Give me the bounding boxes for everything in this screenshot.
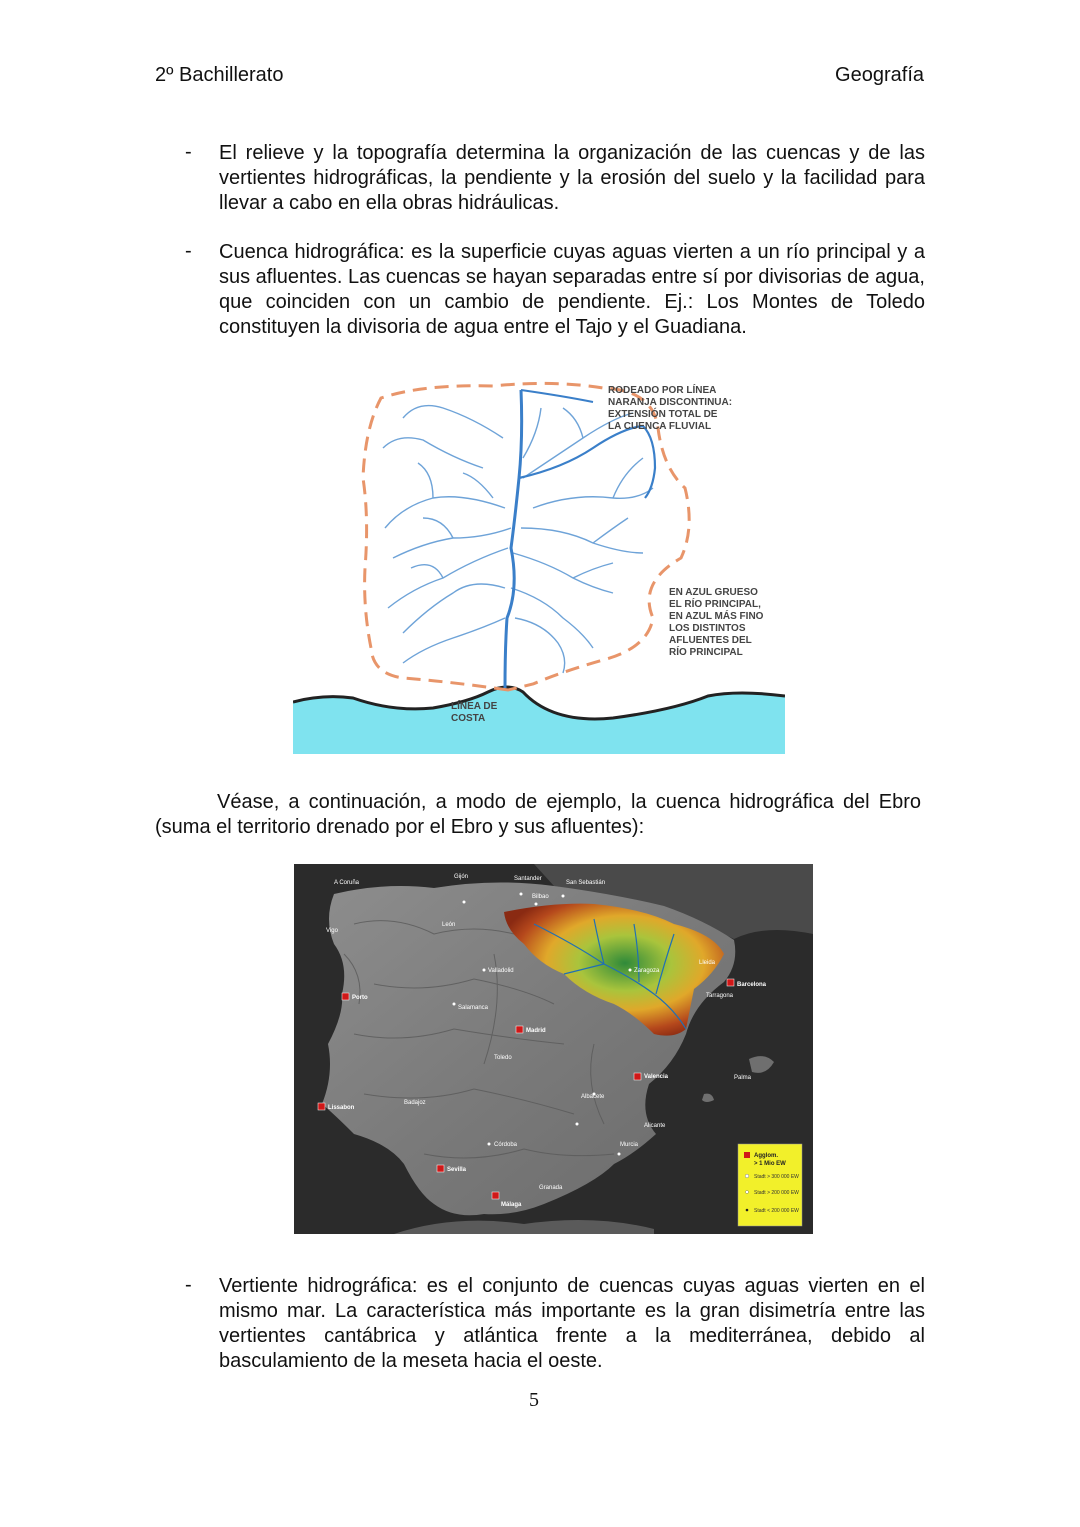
city-bilbao: Bilbao	[532, 894, 549, 900]
city-tarragona: Tarragona	[706, 993, 734, 999]
city-gijon: Gijón	[454, 874, 469, 880]
city-albacete: Albacete	[581, 1094, 605, 1100]
city-granada: Granada	[539, 1185, 563, 1191]
legend-title: Agglom.	[754, 1153, 778, 1159]
city-lleida: Lleida	[699, 960, 716, 966]
city-madrid: Madrid	[526, 1028, 546, 1034]
legend-title-sub: > 1 Mio EW	[754, 1161, 786, 1167]
city-toledo: Toledo	[494, 1055, 512, 1061]
map-legend	[738, 1144, 802, 1226]
paragraph-vertiente: Vertiente hidrográfica: es el conjunto de cuencas cuyas aguas vierten en el mismo mar. La característica más importante es la gran disimetría entre las vertientes cantábrica y atlántica frente a la mediterránea, debido al basculamiento de la meseta hacia el oeste.	[219, 1275, 925, 1372]
city-san-sebastian: San Sebastián	[566, 880, 606, 886]
legend-item-1: Stadt > 300 000 EW	[754, 1174, 799, 1180]
city-alicante: Alicante	[644, 1123, 666, 1129]
tributaries	[383, 406, 653, 673]
city-salamanca: Salamanca	[458, 1005, 489, 1011]
paragraph-cuenca: Cuenca hidrográfica: es la superficie cuyas aguas vierten a un río principal y a sus afluentes. Las cuencas se hayan separadas entre sí por divisorias de agua, que coinciden con un cambio de pendiente. Ej.: Los Montes de Toledo constituyen la divisoria de agua entre el Tajo y el Guadiana.	[219, 241, 925, 338]
city-a-coruna: A Coruña	[334, 880, 360, 886]
main-river	[505, 390, 522, 688]
drainage-basin-diagram	[293, 378, 785, 754]
city-zaragoza: Zaragoza	[634, 968, 660, 974]
header-subject: Geografía	[835, 64, 924, 86]
city-cordoba: Córdoba	[494, 1142, 518, 1148]
city-valencia: Valencia	[644, 1074, 669, 1080]
city-palma: Palma	[734, 1075, 752, 1081]
legend-item-3: Stadt < 200 000 EW	[754, 1208, 799, 1214]
paragraph-relieve: El relieve y la topografía determina la organización de las cuencas y de las vertientes hidrográficas, la pendiente y la erosión del suelo y la facilidad para llevar a cabo en ella obras hidráulicas.	[219, 142, 925, 214]
label-coast: LÍNEA DE COSTA	[451, 701, 498, 724]
city-badajoz: Badajoz	[404, 1100, 426, 1106]
bullet-marker: -	[185, 1274, 192, 1296]
ebro-basin-map	[294, 864, 813, 1234]
city-lissabon: Lissabon	[328, 1105, 355, 1111]
sea-area	[293, 687, 785, 754]
city-valladolid: Valladolid	[488, 968, 514, 974]
city-porto: Porto	[352, 995, 368, 1001]
header-course: 2º Bachillerato	[155, 64, 284, 86]
legend-item-2: Stadt > 200 000 EW	[754, 1190, 799, 1196]
city-murcia: Murcia	[620, 1142, 639, 1148]
headwater	[521, 390, 593, 402]
city-vigo: Vigo	[326, 928, 338, 934]
main-tributary	[519, 426, 655, 498]
label-rivers: EN AZUL GRUESO EL RÍO PRINCIPAL, EN AZUL MÁS FINO LOS DISTINTOS AFLUENTES DEL RÍO PRINCIPAL	[669, 587, 764, 658]
city-santander: Santander	[514, 876, 542, 882]
paragraph-ebro-intro: Véase, a continuación, a modo de ejemplo, la cuenca hidrográfica del Ebro (suma el territorio drenado por el Ebro y sus afluentes):	[155, 791, 921, 838]
label-outline: RODEADO POR LÍNEA NARANJA DISCONTINUA: EXTENSIÓN TOTAL DE LA CUENCA FLUVIAL	[608, 385, 733, 432]
city-barcelona: Barcelona	[737, 982, 767, 988]
bullet-marker: -	[185, 141, 192, 163]
city-leon: León	[442, 922, 456, 928]
page-number: 5	[529, 1389, 539, 1411]
city-malaga: Málaga	[501, 1202, 522, 1208]
city-sevilla: Sevilla	[447, 1167, 467, 1173]
bullet-marker: -	[185, 240, 192, 262]
